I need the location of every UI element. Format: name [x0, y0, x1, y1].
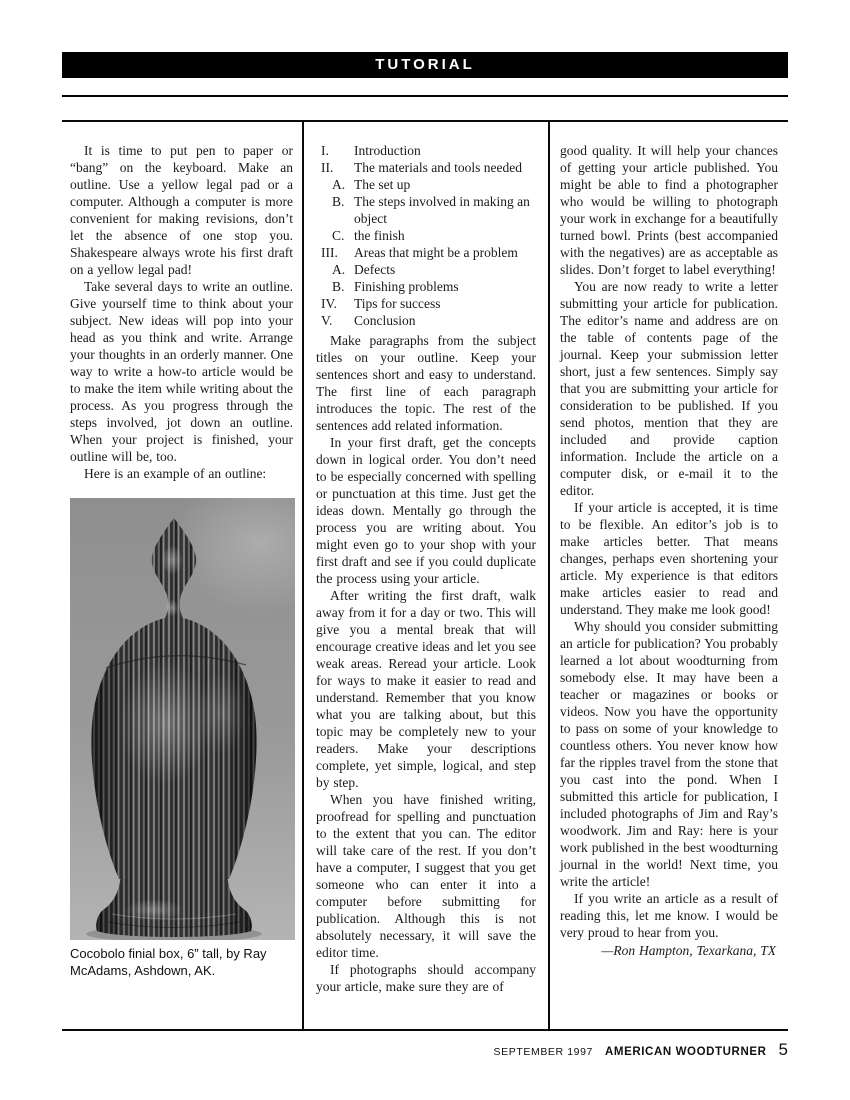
right-paragraphs	[560, 142, 778, 941]
outline-item	[316, 176, 536, 193]
outline-item	[316, 312, 536, 329]
outline-number: C.	[332, 228, 345, 243]
section-banner	[62, 52, 788, 78]
outline-text: Tips for success	[354, 296, 441, 311]
page-content	[62, 52, 788, 1060]
outline-number: III.	[321, 245, 338, 260]
outline-text: The materials and tools needed	[354, 160, 522, 175]
outline-item	[316, 193, 536, 227]
outline-item	[316, 142, 536, 159]
outline-text: Conclusion	[354, 313, 416, 328]
outline-number: A.	[332, 177, 346, 192]
outline-number: I.	[321, 143, 329, 158]
outline-number: B.	[332, 279, 345, 294]
outline-text: Finishing problems	[354, 279, 459, 294]
column-left	[62, 122, 302, 1029]
paragraph: good quality. It will help your chances of getting your article published. You might be able to find a photographer who would be willing to photograph your work in exchange for a beautifully turned bowl. Prints (best accompanied with the negatives) are as acceptable as slides. Don’t forget to label everything!	[560, 143, 778, 277]
photo-figure	[70, 498, 293, 979]
page-footer	[62, 1040, 788, 1060]
column-right	[550, 122, 788, 1029]
outline-item	[316, 227, 536, 244]
paragraph: Make paragraphs from the subject titles on your outline. Keep your sentences short and easy to understand. The first line of each paragraph introduces the topic. The rest of the sentences add related information.	[316, 333, 536, 433]
outline-item	[316, 295, 536, 312]
header-rule	[62, 95, 788, 97]
page-number: 5	[778, 1040, 788, 1059]
column-middle	[302, 122, 550, 1029]
outline-number: IV.	[321, 296, 337, 311]
paragraph: After writing the first draft, walk away from it for a day or two. This will give you a mental break that will encourage creative ideas and let you see weak areas. Reread your article. Look for ways to make it easier to read and understand. Remember that you know what you are talking about, but this topic may be completely new to your readers. Make your descriptions complete, yet simple, logical, and step by step.	[316, 588, 536, 790]
outline-text: Areas that might be a problem	[354, 245, 518, 260]
paragraph: You are now ready to write a letter submitting your article for publication. The editor’s name and address are on the table of contents page of the journal. Keep your submission letter short, just a few sentences. Simply say that you are submitting your article for consideration to be published. If you send photos, mention that they are included and provide caption information. Include the article on a computer disk, or e-mail it to the editor.	[560, 279, 778, 498]
paragraph: It is time to put pen to paper or “bang” on the keyboard. Make an outline. Use a yellow legal pad or a computer. Although a computer is more convenient for making revisions, don’t let the absence of one stop you. Shakespeare always wrote his first draft on a yellow legal pad!	[70, 143, 293, 277]
outline-item	[316, 159, 536, 176]
outline-number: B.	[332, 194, 345, 209]
outline-text: the finish	[354, 228, 405, 243]
outline-text: The set up	[354, 177, 411, 192]
outline-item	[316, 278, 536, 295]
outline-item	[316, 244, 536, 261]
section-title: TUTORIAL	[375, 56, 475, 73]
outline-number: V.	[321, 313, 333, 328]
article-outline	[316, 142, 536, 329]
outline-text: The steps involved in making an object	[354, 194, 530, 226]
outline-text: Defects	[354, 262, 396, 277]
outline-number: A.	[332, 262, 346, 277]
left-paragraphs	[70, 142, 293, 482]
paragraph: If your article is accepted, it is time to be flexible. An editor’s job is to make articles better. That means changes, perhaps even shortening your article. My experience is that editors make articles easier to read and understand. They make me look good!	[560, 500, 778, 617]
author-signature: —Ron Hampton, Texarkana, TX	[601, 943, 776, 958]
issue-date: SEPTEMBER 1997	[493, 1046, 593, 1058]
finial-box-photo	[70, 498, 295, 940]
paragraph: Take several days to write an outline. Give yourself time to think about your subject. New ideas will pop into your head as you think and write. Arrange your thoughts in an orderly manner. One way to write a how-to article would be to make the item while writing about the process. As you progress through the steps involved, jot down an outline. When your project is finished, your outline will be, too.	[70, 279, 293, 464]
paragraph: When you have finished writing, proofread for spelling and punctuation to the extent that you can. The editor will take care of the rest. If you don’t have a computer, I suggest that you get someone who can enter it into a computer before submitting for publication. Although this is not absolutely necessary, it will save the editor time.	[316, 792, 536, 960]
paragraph: If photographs should accompany your article, make sure they are of	[316, 962, 536, 994]
paragraph: In your first draft, get the concepts down in logical order. You don’t need to be especially concerned with spelling or punctuation at this time. Just get the ideas down. Mentally go through the process you are writing about. You might even go to your shop with your first draft and see if you could duplicate the process using your article.	[316, 435, 536, 586]
outline-item	[316, 261, 536, 278]
paragraph: Here is an example of an outline:	[84, 466, 267, 481]
outline-text: Introduction	[354, 143, 421, 158]
paragraph: Why should you consider submitting an article for publication? You probably learned a lot about woodturning from somebody else. It may have been a teacher or magazines or books or videos. Now you have the opportunity to pass on some of your knowledge to countless others. You never know how far the ripples travel from the stone that you cast into the pond. When I submitted this article for publication, I included photographs of Jim and Ray’s woodwork. Jim and Ray: here is your work published in the best woodturning journal in the world! Next time, you write the article!	[560, 619, 778, 889]
journal-name: AMERICAN WOODTURNER	[605, 1046, 767, 1058]
article-columns	[62, 120, 788, 1031]
middle-paragraphs	[316, 332, 536, 995]
paragraph: If you write an article as a result of reading this, let me know. I would be very proud to hear from you.	[560, 891, 778, 940]
outline-number: II.	[321, 160, 334, 175]
photo-caption: Cocobolo finial box, 6” tall, by Ray McAdams, Ashdown, AK.	[70, 946, 267, 978]
